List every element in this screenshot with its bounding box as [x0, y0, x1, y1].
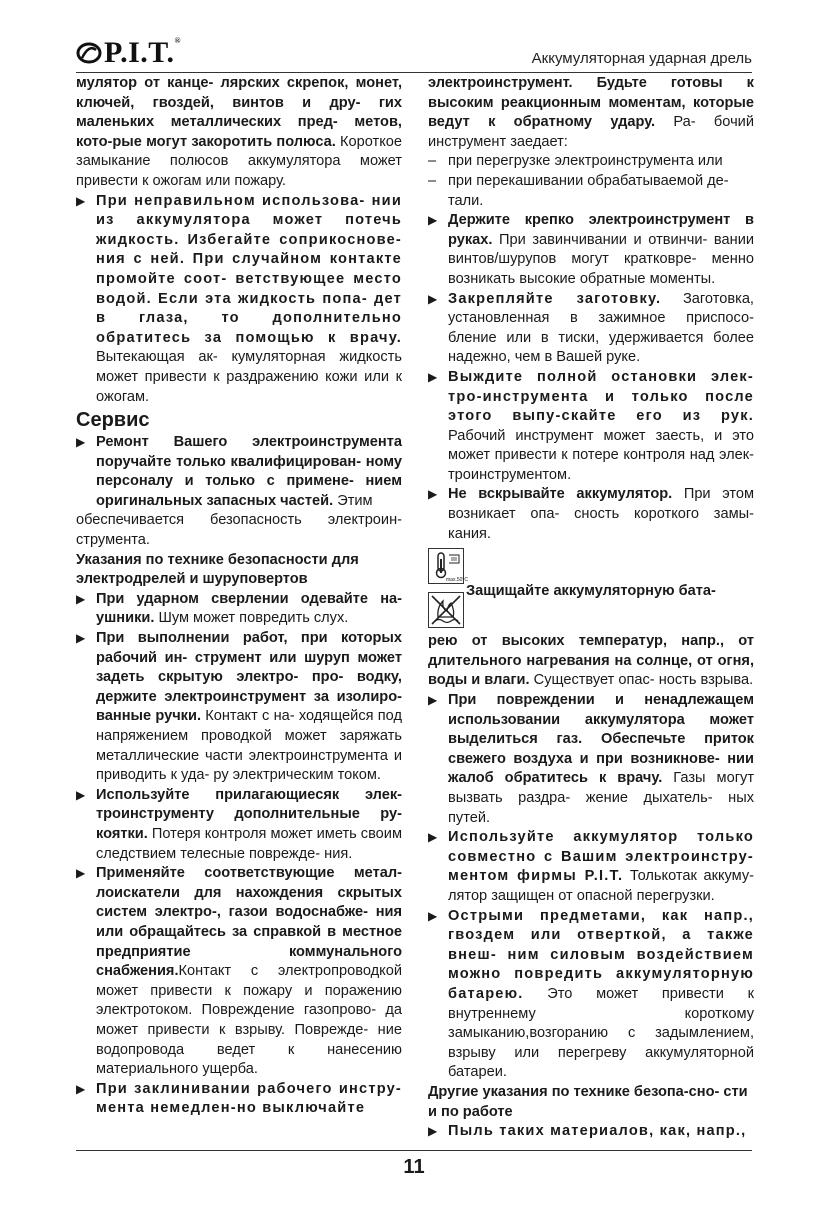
right-dash2-text: при перекашивании обрабатываемой де- тали.: [448, 172, 729, 209]
left-item6-bold: Применяйте соответствующие метал- лоискатели для нахождения скрытых систем электро-, газои водоснабже- ния или обращайтесь за справкой в местное предприятие коммунального снабжения.: [96, 865, 402, 980]
right-item-5: [428, 691, 754, 828]
left-item-1: [76, 192, 402, 408]
right-item6-bold: Используйте аккумулятор только совместно с Вашим электроинстру- ментом фирмы P.I.T.: [448, 829, 754, 885]
pit-logo: [76, 36, 181, 70]
left-item6-text: Контакт с электропроводкой может привести к пожару и поражению электротоком. Повреждение газопрово- да может привести к взрыву. Поврежде- ние водопровода ведет к нанесению материального ущерба.: [96, 963, 402, 1078]
dash-marker: –: [428, 153, 437, 170]
bullet-arrow-icon: ▶: [428, 1124, 438, 1139]
icon-caption: Защищайте аккумуляторную бата-: [466, 583, 716, 600]
right-p1-bold: электроинструмент. Будьте готовы к высоким реакционным моментам, которые ведут к обратному удару.: [428, 75, 754, 131]
left-item5-bold: Используйте прилагающиесяк элек- троинструменту дополнительные ру- коятки.: [96, 786, 402, 842]
left-item-6: [76, 864, 402, 1080]
warning-icons-row: [428, 544, 754, 632]
left-item1-bold: При неправильном использова- нии из аккумулятора может потечь жидкость. Избегайте соприкоснове- ния с ней. При случайном контакте промойте соот- ветствующее место водой. Если эта жидкость попа- дет в глаза, то дополнительно обратитесь за помощью к врачу.: [96, 192, 402, 346]
max-temp-label: max.50°C: [446, 577, 469, 584]
right-item1-text: При завинчивании и отвинчи- вании винтов/шурупов могут кратковре- менно возникать высокие обратные моменты.: [448, 231, 754, 287]
right-p1-text: Ра- бочий инструмент заедает:: [428, 114, 754, 150]
left-item-4: [76, 629, 402, 786]
header-divider: [76, 72, 752, 73]
bullet-arrow-icon: ▶: [76, 435, 86, 450]
left-item-7: [76, 1080, 402, 1119]
right-item5-bold: При повреждении и ненадлежащем использовании аккумулятора может выделиться газ. Обеспечьте приток свежего воздуха и при возникнове- нии жалоб обратитесь к врачу.: [448, 692, 754, 787]
right-item-6: [428, 828, 754, 906]
bullet-arrow-icon: ▶: [428, 291, 438, 306]
document-title: Аккумуляторная ударная дрель: [531, 50, 752, 67]
bullet-arrow-icon: ▶: [76, 866, 86, 881]
left-column: [76, 74, 402, 1119]
right-item8-bold: Пыль таких материалов, как, напр.,: [448, 1123, 747, 1140]
left-p1-bold: мулятор от канце- лярских скрепок, монет, ключей, гвоздей, винтов и дру- гих маленьких металлических пред- метов, кото-рые могут закоротить полюса.: [76, 75, 402, 150]
left-paragraph-2: обеспечивается безопасность электроин- струмента.: [76, 512, 402, 549]
page-number: 11: [403, 1156, 425, 1178]
bullet-arrow-icon: ▶: [428, 908, 438, 923]
dash-marker: –: [428, 172, 437, 189]
left-item1-text: Вытекающая ак- кумуляторная жидкость может привести к раздражению кожи или к ожогам.: [96, 349, 402, 405]
logo-swirl-icon: [76, 42, 102, 64]
right-item-3: [428, 368, 754, 486]
left-item3-text: Шум может повредить слух.: [154, 610, 349, 627]
left-item2-text: Этим: [333, 492, 373, 509]
left-item-3: [76, 590, 402, 629]
left-item2-bold: Ремонт Вашего электроинструмента поручайте только квалифицирован- ному персоналу и только с примене- нием оригинальных запасных частей.: [96, 434, 402, 509]
right-item2-text: Заготовка, установленная в зажимное приспосо- бление или в тиски, удерживается более надежно, чем в Вашей руке.: [448, 290, 754, 366]
bullet-arrow-icon: ▶: [428, 487, 438, 502]
right-item7-text: Это может привести к внутреннему короткому замыканию,возгоранию с задымлением, взрыву или перегреву аккумуляторной батареи.: [448, 985, 754, 1081]
right-item3-text: Рабочий инструмент может заесть, и это может привести к потере контроля над элек- троинструментом.: [448, 427, 754, 483]
left-item4-text: Контакт с на- ходящейся под напряжением проводкой может заряжать металлические части электроинструмента и приводить к уда- ру электрическим током.: [96, 708, 402, 784]
section-title-service: Сервис: [76, 409, 150, 432]
bullet-arrow-icon: ▶: [76, 787, 86, 802]
bullet-arrow-icon: ▶: [428, 369, 438, 384]
right-item4-text: При этом возникает опа- сность короткого замы- кания.: [448, 486, 754, 542]
left-item-2: [76, 433, 402, 511]
right-p2-text: Существует опас- ность взрыва.: [529, 672, 754, 689]
no-fire-water-icon: [428, 592, 464, 628]
left-item4-bold: При выполнении работ, при которых рабочий ин- струмент или шуруп может задеть скрытую электро- про- водку, держите электроинструмент за изолиро-ванные ручки.: [96, 630, 402, 725]
logo-text: P.I.T.: [104, 36, 175, 69]
right-column: [428, 74, 754, 1142]
right-item7-bold: Острыми предметами, как напр., гвоздем или отверткой, а также внеш- ним силовым воздействием можно повредить аккумуляторную батарею.: [448, 907, 754, 1002]
right-item-2: [428, 290, 754, 368]
bullet-arrow-icon: ▶: [76, 591, 86, 606]
left-item7-bold: При заклинивании рабочего инстру- мента немедлен-но выключайте: [96, 1080, 402, 1117]
bullet-arrow-icon: ▶: [76, 1081, 86, 1096]
left-paragraph-1: [76, 74, 402, 192]
right-p2-bold: рею от высоких температур, напр., от длительного нагревания на солнце, от огня, воды и влаги.: [428, 633, 754, 689]
right-item4-bold: Не вскрывайте аккумулятор.: [448, 486, 673, 503]
right-dash-item-2: [428, 172, 754, 211]
logo-registered-mark: ®: [174, 36, 182, 45]
right-item2-bold: Закрепляйте заготовку.: [448, 290, 662, 307]
left-subheading-1: Указания по технике безопасности для электродрелей и шуруповертов: [76, 551, 359, 588]
left-p1-text: Короткое замыкание полюсов аккумулятора может привести к ожогам или пожару.: [76, 133, 402, 189]
right-subheading-1: Другие указания по технике безопа-сно- сти и по работе: [428, 1083, 748, 1120]
footer-divider: [76, 1150, 752, 1151]
right-paragraph-1: [428, 74, 754, 152]
right-dash1-text: при перегрузке электроинструмента или: [448, 153, 723, 170]
right-item-4: [428, 485, 754, 544]
bullet-arrow-icon: ▶: [428, 213, 438, 228]
right-item5-text: Газы могут вызвать раздра- жение дыхатель- ных путей.: [448, 770, 755, 826]
left-item-5: [76, 786, 402, 864]
bullet-arrow-icon: ▶: [428, 693, 438, 708]
right-item1-bold: Держите крепко электроинструмент в руках.: [448, 212, 754, 248]
page-header: [76, 30, 752, 70]
thermometer-icon: [428, 548, 469, 584]
right-item3-bold: Выждите полной остановки элек- тро-инструмента и только после этого выпу-скайте его из рук.: [448, 368, 754, 425]
right-paragraph-2: [428, 632, 754, 691]
right-item6-text: Толькотак аккуму- лятор защищен от опасной перегрузки.: [448, 868, 754, 904]
bullet-arrow-icon: ▶: [76, 193, 86, 208]
left-item3-bold: При ударном сверлении одевайте на- ушники.: [96, 590, 402, 627]
left-item5-text: Потеря контроля может иметь своим следствием телесные поврежде- ния.: [96, 825, 402, 862]
right-dash-item-1: [428, 152, 754, 172]
right-item-7: [428, 907, 754, 1083]
right-item-1: [428, 211, 754, 289]
bullet-arrow-icon: ▶: [76, 631, 86, 646]
bullet-arrow-icon: ▶: [428, 830, 438, 845]
right-item-8: [428, 1122, 754, 1142]
